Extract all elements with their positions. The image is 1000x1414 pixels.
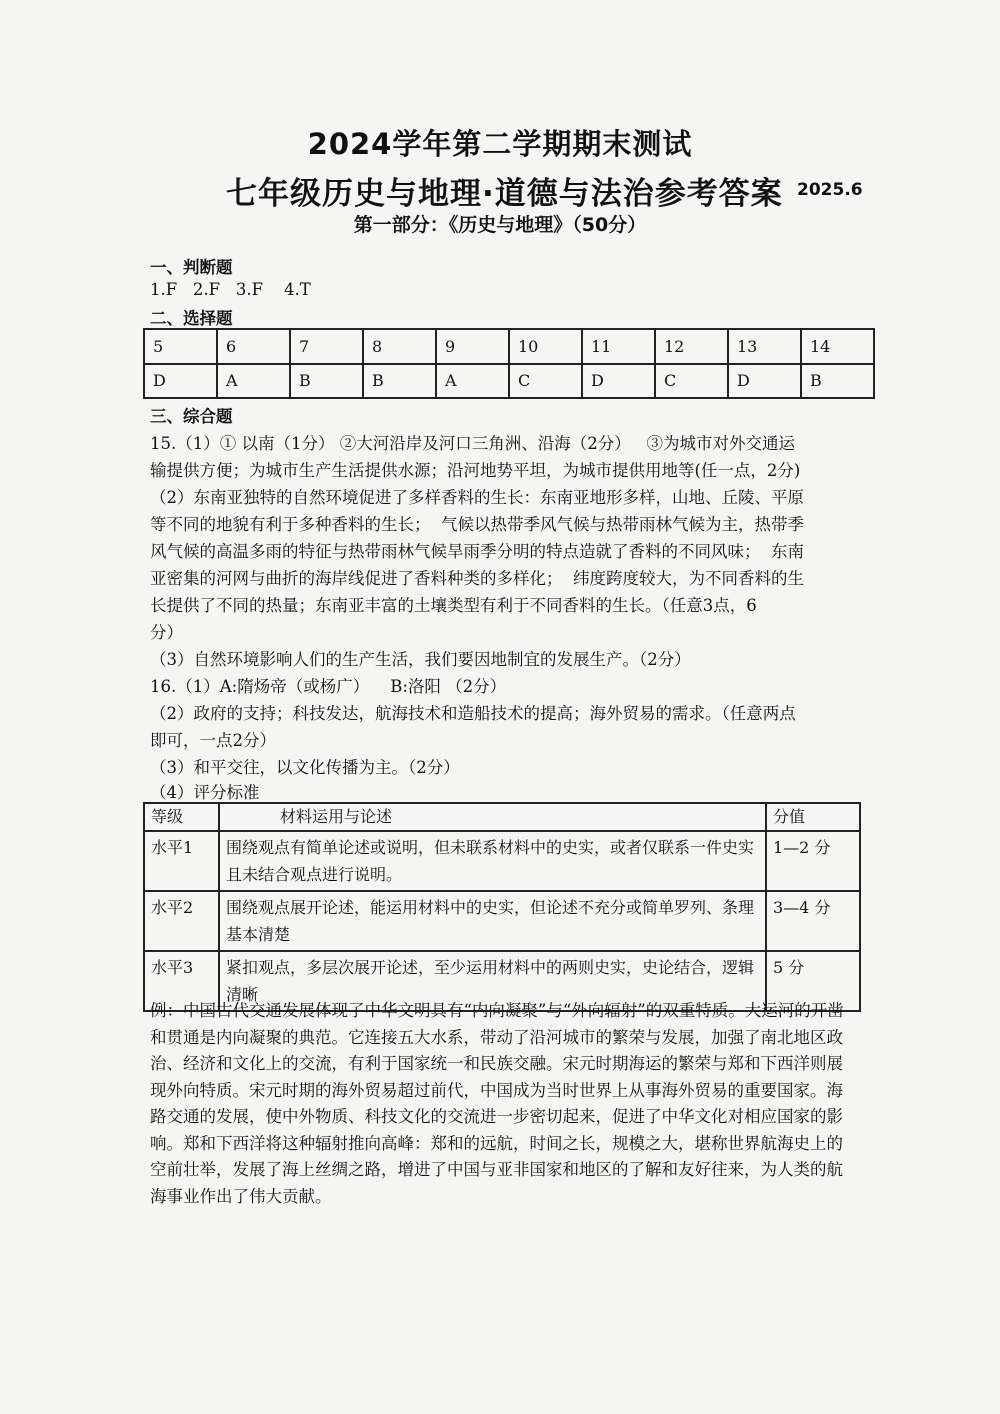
q16-line: 16.（1）A:隋炀帝（或杨广） B:洛阳 （2分） <box>150 677 507 696</box>
grading-level: 水平3 <box>144 951 219 1011</box>
grading-level: 水平2 <box>144 891 219 951</box>
q16-line: （4）评分标准 <box>150 783 260 802</box>
choice-answer: A <box>217 364 290 399</box>
section3-heading: 三、综合题 <box>150 407 233 426</box>
question-number: 13 <box>728 329 801 364</box>
question-number-row <box>144 329 874 364</box>
section2-heading: 二、选择题 <box>150 309 233 328</box>
grading-header-score: 分值 <box>766 803 860 831</box>
question-number: 12 <box>655 329 728 364</box>
choice-answer: D <box>728 364 801 399</box>
grading-description: 围绕观点有简单论述或说明，但未联系材料中的史实，或者仅联系一件史实且未结合观点进行说明。 <box>219 831 766 891</box>
answer-key-title: 七年级历史与地理·道德与法治参考答案 <box>226 176 783 212</box>
grading-description: 紧扣观点，多层次展开论述，至少运用材料中的两则史实，史论结合，逻辑清晰 <box>219 951 766 1011</box>
choice-answer: C <box>509 364 582 399</box>
grading-description: 围绕观点展开论述，能运用材料中的史实，但论述不充分或简单罗列、条理基本清楚 <box>219 891 766 951</box>
grading-header-level: 等级 <box>144 803 219 831</box>
grading-score: 3—4 分 <box>766 891 860 951</box>
true-false-answers: 1.F 2.F 3.F 4.T <box>150 280 311 299</box>
part1-title: 第一部分：《历史与地理》（50分） <box>353 214 647 236</box>
grading-criteria-table <box>143 802 861 1012</box>
question-number: 9 <box>436 329 509 364</box>
question-number: 8 <box>363 329 436 364</box>
grading-row <box>144 831 860 891</box>
exam-date: 2025.6 <box>797 180 863 200</box>
question-number: 5 <box>144 329 217 364</box>
grading-score: 1—2 分 <box>766 831 860 891</box>
question-number: 7 <box>290 329 363 364</box>
choice-answer: B <box>290 364 363 399</box>
grading-row <box>144 891 860 951</box>
choice-answer: A <box>436 364 509 399</box>
question-number: 10 <box>509 329 582 364</box>
grading-score: 5 分 <box>766 951 860 1011</box>
section1-heading: 一、判断题 <box>150 258 233 277</box>
choice-answer: D <box>144 364 217 399</box>
choice-answer: D <box>582 364 655 399</box>
answer-row <box>144 364 874 399</box>
example-answer: 例：中国古代交通发展体现了中华文明具有“内向凝聚”与“外向辐射”的双重特质。大运河的开凿和贯通是内向凝聚的典范。它连接五大水系，带动了沿河城市的繁荣与发展，加强了南北地区政治、经济和文化上的交流，有利于国家统一和民族交融。宋元时期海运的繁荣与郑和下西洋则展现外向特质。宋元时期的海外贸易超过前代，中国成为当时世界上从事海外贸易的重要国家。海路交通的发展，使中外物质、科技文化的交流进一步密切起来，促进了中华文化对相应国家的影响。郑和下西洋将这种辐射推向高峰：郑和的远航，时间之长，规模之大，堪称世界航海史上的空前壮举，发展了海上丝绸之路，增进了中国与亚非国家和地区的了解和友好往来，为人类的航海事业作出了伟大贡献。 <box>150 1001 844 1206</box>
q15-line: （2）东南亚独特的自然环境促进了多样香料的生长：东南亚地形多样，山地、丘陵、平原 <box>150 488 804 507</box>
grading-header-description: 材料运用与论述 <box>219 803 766 831</box>
q15-line: 15.（1）① 以南（1分） ②大河沿岸及河口三角洲、沿海（2分） ③为城市对外交通运 <box>150 434 795 453</box>
question-number: 6 <box>217 329 290 364</box>
choice-answer-table <box>143 328 875 399</box>
grading-level: 水平1 <box>144 831 219 891</box>
q15-line: 长提供了不同的热量；东南亚丰富的土壤类型有利于不同香料的生长。（任意3点，6 <box>150 596 757 615</box>
choice-answer: C <box>655 364 728 399</box>
q15-line: 风气候的高温多雨的特征与热带雨林气候旱雨季分明的特点造就了香料的不同风味； 东南 <box>150 542 804 561</box>
choice-answer: B <box>801 364 874 399</box>
q15-line: 等不同的地貌有利于多种香料的生长； 气候以热带季风气候与热带雨林气候为主，热带季 <box>150 515 804 534</box>
exam-title: 2024学年第二学期期末测试 <box>307 127 693 161</box>
q15-line: 分） <box>150 623 183 642</box>
q16-line: （3）和平交往，以文化传播为主。（2分） <box>150 758 460 777</box>
q15-line: （3）自然环境影响人们的生产生活，我们要因地制宜的发展生产。（2分） <box>150 650 691 669</box>
q16-line: （2）政府的支持；科技发达，航海技术和造船技术的提高；海外贸易的需求。（任意两点 <box>150 704 796 723</box>
choice-answer: B <box>363 364 436 399</box>
q15-line: 亚密集的河网与曲折的海岸线促进了香料种类的多样化； 纬度跨度较大，为不同香料的生 <box>150 569 804 588</box>
question-number: 11 <box>582 329 655 364</box>
q15-line: 输提供方便；为城市生产生活提供水源；沿河地势平坦，为城市提供用地等(任一点，2分) <box>150 461 801 480</box>
question-number: 14 <box>801 329 874 364</box>
q16-line: 即可，一点2分） <box>150 731 276 750</box>
grading-header-row <box>144 803 860 831</box>
